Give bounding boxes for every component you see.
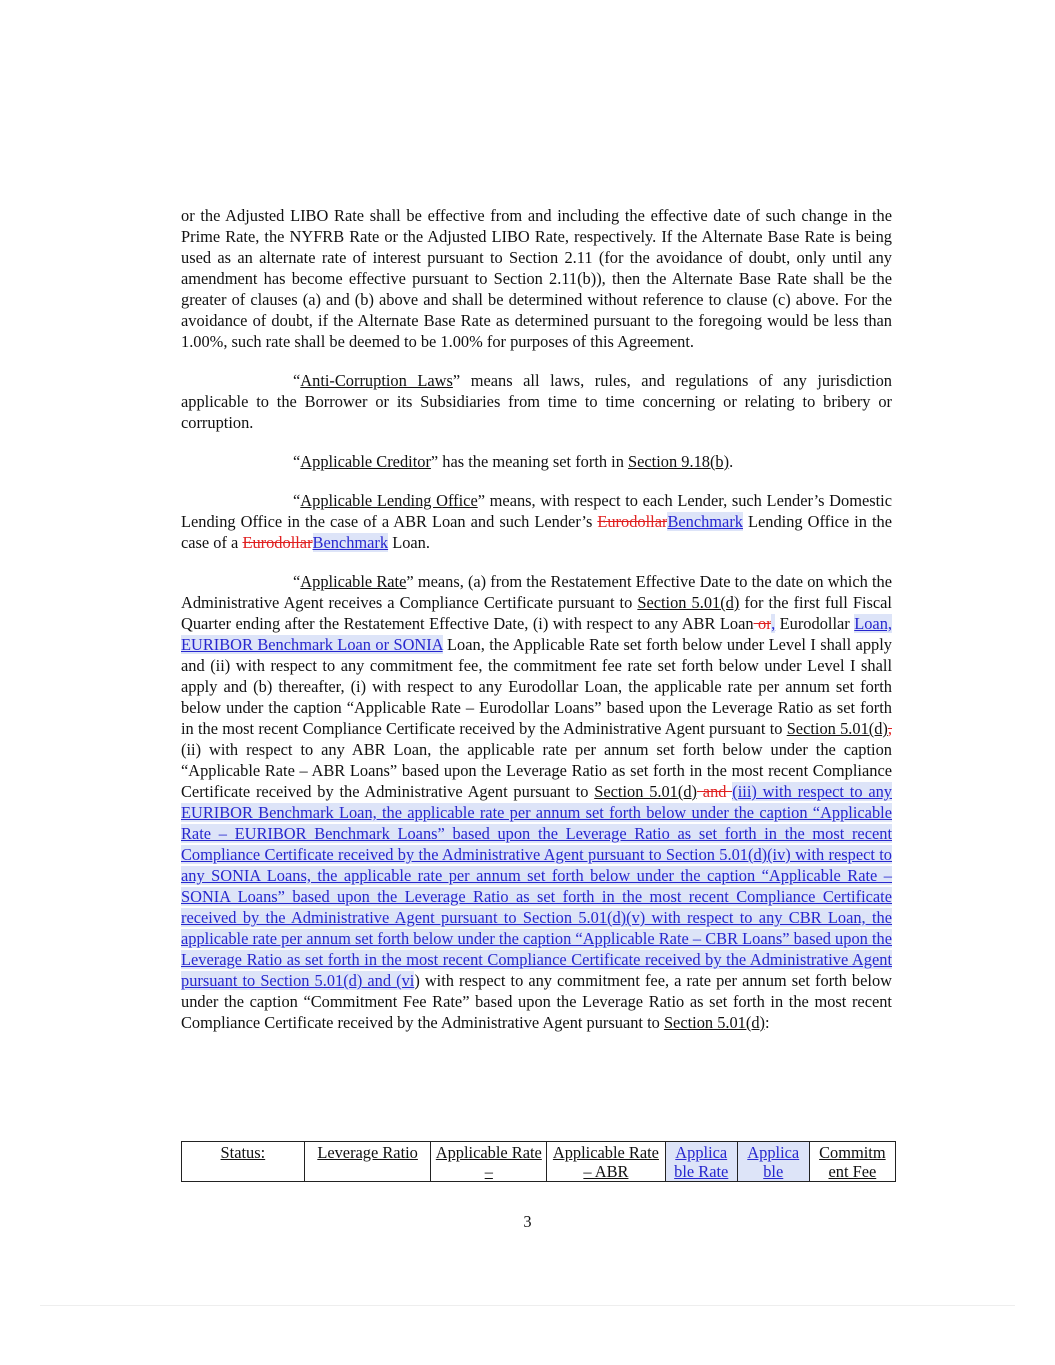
paragraph-alternate-base-rate: or the Adjusted LIBO Rate shall be effective from and including the effective date of such change in the Prime Rate, the NYFRB Rate or the Adjusted LIBO Rate, respectively. If the Alternate Base Rate is being used as an alternate rate of interest pursuant to Section 2.11 (for the avoidance of doubt, only until any amendment has become effective pursuant to Section 2.11(b)), then the Alternate Base Rate shall be the greater of clauses (a) and (b) above and shall be determined without reference to clause (c) above. For the avoidance of doubt, if the Alternate Base Rate as determined pursuant to the foregoing would be less than 1.00%, such rate shall be deemed to be 1.00% for purposes of this Agreement. [181,206,892,351]
defined-term: Anti-Corruption Laws [300,371,453,390]
open-quote: “ [293,572,301,591]
definition-text: (ii) with respect to any ABR Loan, the applicable rate per annum set forth below under the caption “Applicable Rate – ABR Loans” based upon the Leverage Ratio as set forth in the most recent Compliance Certificate received by the Administrative Agent pursuant to [181,740,892,801]
deleted-text: and [697,782,733,801]
deleted-text: or [753,614,772,633]
section-reference: Section 5.01(d) [637,593,740,612]
section-reference: Section 5.01(d) [594,782,697,801]
definition-applicable-lending-office [181,490,892,553]
inserted-text: Loan, EURIBOR Benchmark Loan or SONIA [181,614,892,654]
open-quote: “ [293,452,301,471]
defined-term: Applicable Creditor [300,452,431,471]
table-header-row [182,1142,896,1182]
definition-text: : [765,1013,770,1032]
defined-term: Applicable Lending Office [300,491,478,510]
header-status: Status: [182,1142,305,1182]
applicable-rate-table [181,1141,896,1182]
header-leverage-ratio: Leverage Ratio [304,1142,431,1182]
definition-text: ” means, (a) from the Restatement Effective Date to the date on which the Administrative Agent receives a Compliance Certificate pursuant to [181,572,892,612]
definition-applicable-creditor [181,451,892,472]
section-reference: Section 5.01(d) [786,719,888,738]
page-number: 3 [523,1212,532,1231]
document-body [181,205,892,1033]
header-applicable-rate: Applicable Rate – [431,1142,547,1182]
inserted-text: (iii) with respect to any EURIBOR Benchmark Loan, the applicable rate per annum set forth below under the caption “Applicable Rate – EURIBOR Benchmark Loans” based upon the Leverage Ratio as set forth in the most recent Compliance Certificate received by the Administrative Agent pursuant to Section 5.01(d)(iv) with respect to any SONIA Loans, the applicable rate per annum set forth below under the caption “Applicable Rate – SONIA Loans” based upon the Leverage Ratio as set forth in the most recent Compliance Certificate received by the Administrative Agent pursuant to Section 5.01(d)(v) with respect to any CBR Loan, the applicable rate per annum set forth below under the caption “Applicable Rate – CBR Loans” based upon the Leverage Ratio as set forth in the most recent Compliance Certificate received by the Administrative Agent pursuant to Section 5.01(d) and (vi [181,782,892,990]
section-reference: Section 5.01(d) [663,1013,765,1032]
header-applicable-rate-abr: Applicable Rate – ABR [547,1142,666,1182]
definition-text: . [729,452,734,471]
open-quote: “ [293,491,301,510]
deleted-text: Eurodollar [597,512,668,531]
header-applicable-inserted: Applica ble [737,1142,809,1182]
definition-text: Eurodollar [775,614,855,633]
header-commitment-fee: Commitm ent Fee [809,1142,895,1182]
inserted-text: Benchmark [312,533,389,552]
open-quote: “ [293,371,301,390]
definition-text: Lending Office in the case of a [181,512,892,552]
defined-term: Applicable Rate [300,572,407,591]
definition-text: ” means all laws, rules, and regulations of any jurisdiction applicable to the Borrower or its Subsidiaries from time to time concerning or relating to bribery or corruption. [181,371,892,432]
inserted-text: , [771,614,776,633]
header-applicable-rate-inserted: Applica ble Rate [665,1142,737,1182]
page-bottom-divider [40,1305,1015,1306]
definition-text: ) with respect to any commitment fee, a rate per annum set forth below under the caption “Commitment Fee Rate” based upon the Leverage Ratio as set forth in the most recent Compliance Certificate received by the Administrative Agent pursuant to [181,971,892,1032]
definition-text: ” has the meaning set forth in [430,452,629,471]
section-reference: Section 9.18(b) [628,452,730,471]
inserted-text: Benchmark [667,512,743,531]
definition-text: ” means, with respect to each Lender, such Lender’s Domestic Lending Office in the case of a ABR Loan and such Lender’s [181,491,892,531]
deleted-text: , [887,719,892,738]
definition-text: Loan. [388,533,430,552]
definition-text: Loan, the Applicable Rate set forth below under Level I shall apply and (ii) with respect to any commitment fee, the commitment fee rate set forth below under Level I shall apply and (b) thereafter, (i) with respect to any Eurodollar Loan, the applicable rate per annum set forth below under the caption “Applicable Rate – Eurodollar Loans” based upon the Leverage Ratio as set forth in the most recent Compliance Certificate received by the Administrative Agent pursuant to [181,635,892,738]
deleted-text: Eurodollar [242,533,313,552]
definition-text: for the first full Fiscal Quarter ending after the Restatement Effective Date, (i) with respect to any ABR Loan [181,593,892,633]
definition-applicable-rate [181,571,892,1033]
definition-anti-corruption-laws [181,370,892,433]
